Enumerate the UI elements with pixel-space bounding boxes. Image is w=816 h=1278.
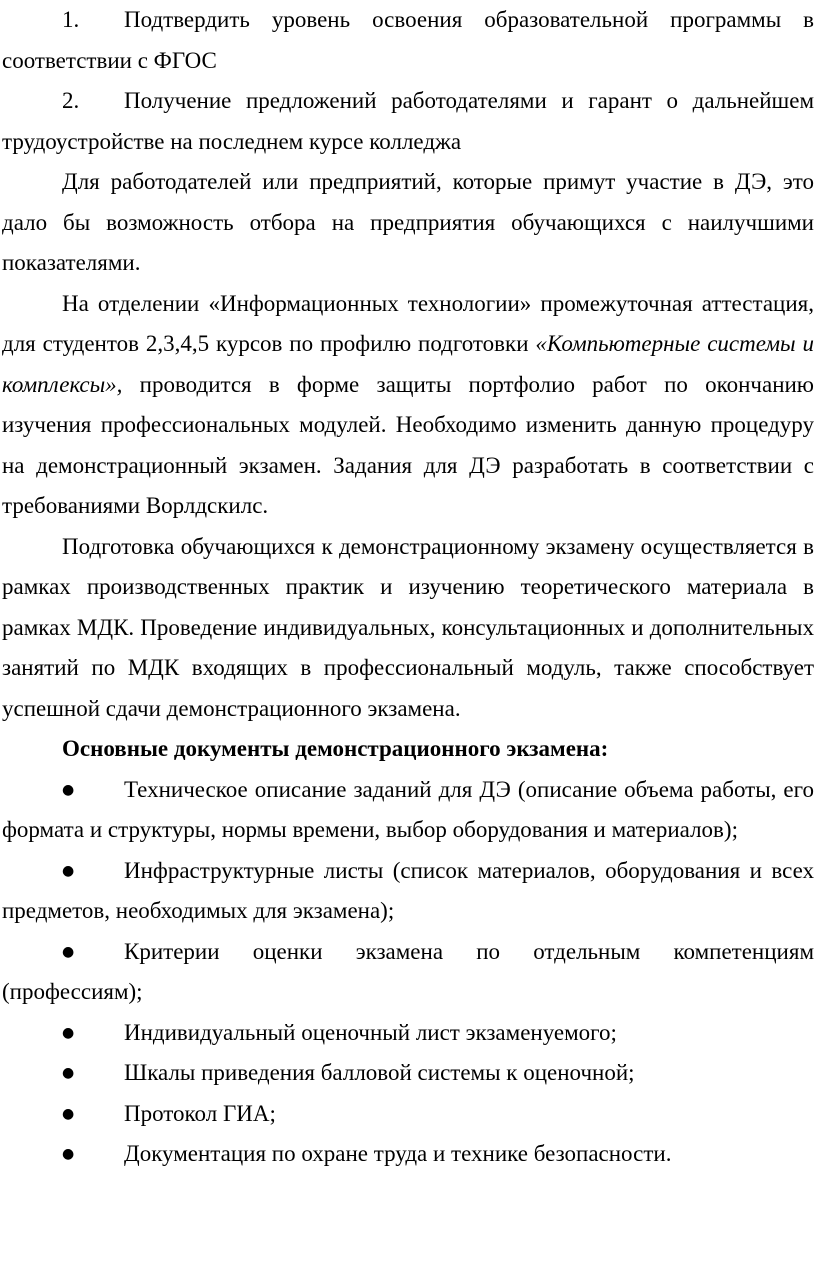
list-item-text: Протокол ГИА; xyxy=(124,1100,276,1126)
bullet-list-item xyxy=(2,1094,814,1135)
document-page xyxy=(2,0,814,1175)
bullet-icon: ● xyxy=(62,1065,75,1081)
list-item-text: Подтвердить уровень освоения образовательной программы в соответствии с ФГОС xyxy=(2,7,814,73)
numbered-list-item xyxy=(2,81,814,162)
specialty-name: «Компьютерные системы и комплексы», xyxy=(2,331,814,397)
bullet-icon: ● xyxy=(62,1105,75,1122)
documents-heading: Основные документы демонстрационного экзамена: xyxy=(62,736,609,761)
department-text-start: На отделении «Информационных технологии» промежуточная аттестация, для студентов 2,3,4,5 курсов по профилю подготовки xyxy=(2,290,814,356)
list-item-text: Критерии оценки экзамена по отдельным компетенциям (профессиям); xyxy=(2,938,814,1004)
numbered-list-item xyxy=(2,0,814,81)
list-number: 1. xyxy=(62,7,80,32)
list-item-text: Документация по охране труда и технике безопасности. xyxy=(124,1141,672,1166)
list-item-text: Индивидуальный оценочный лист экзаменуемого; xyxy=(124,1019,617,1045)
list-item-text: Получение предложений работодателями и гарант о дальнейшем трудоустройстве на последнем курсе колледжа xyxy=(2,88,814,154)
department-text-end: проводится в форме защиты портфолио работ по окончанию изучения профессиональных модулей. Необходимо изменить данную процедуру на демонстрационный экзамен. Задания для ДЭ разработать в соответствии с требованиями Ворлдскилс. xyxy=(2,371,814,518)
bullet-list-item xyxy=(2,770,814,851)
bullet-icon: ● xyxy=(62,1146,75,1162)
paragraph-department xyxy=(2,284,814,527)
list-item-text: Инфраструктурные листы (список материалов, оборудования и всех предметов, необходимых для экзамена); xyxy=(2,857,814,923)
bullet-list-item xyxy=(2,932,814,1013)
bullet-list-item xyxy=(2,1013,814,1054)
bullet-list-item xyxy=(2,851,814,932)
list-item-text: Шкалы приведения балловой системы к оценочной; xyxy=(124,1060,635,1085)
list-item-text: Техническое описание заданий для ДЭ (описание объема работы, его формата и структуры, нормы времени, выбор оборудования и материалов); xyxy=(2,776,814,842)
list-number: 2. xyxy=(62,88,80,113)
bullet-icon: ● xyxy=(62,781,75,798)
bullet-list-item xyxy=(2,1053,814,1094)
bullet-icon: ● xyxy=(62,943,75,960)
bullet-list-item xyxy=(2,1134,814,1175)
bullet-icon: ● xyxy=(62,1024,75,1041)
paragraph-preparation: Подготовка обучающихся к демонстрационному экзамену осуществляется в рамках производственных практик и изучению теоретического материала в рамках МДК. Проведение индивидуальных, консультационных и дополнительных занятий по МДК входящих в профессиональный модуль, также способствует успешной сдачи демонстрационного экзамена. xyxy=(2,533,814,721)
bullet-icon: ● xyxy=(62,862,75,879)
paragraph-employers: Для работодателей или предприятий, которые примут участие в ДЭ, это дало бы возможность отбора на предприятия обучающихся с наилучшими показателями. xyxy=(2,169,814,275)
